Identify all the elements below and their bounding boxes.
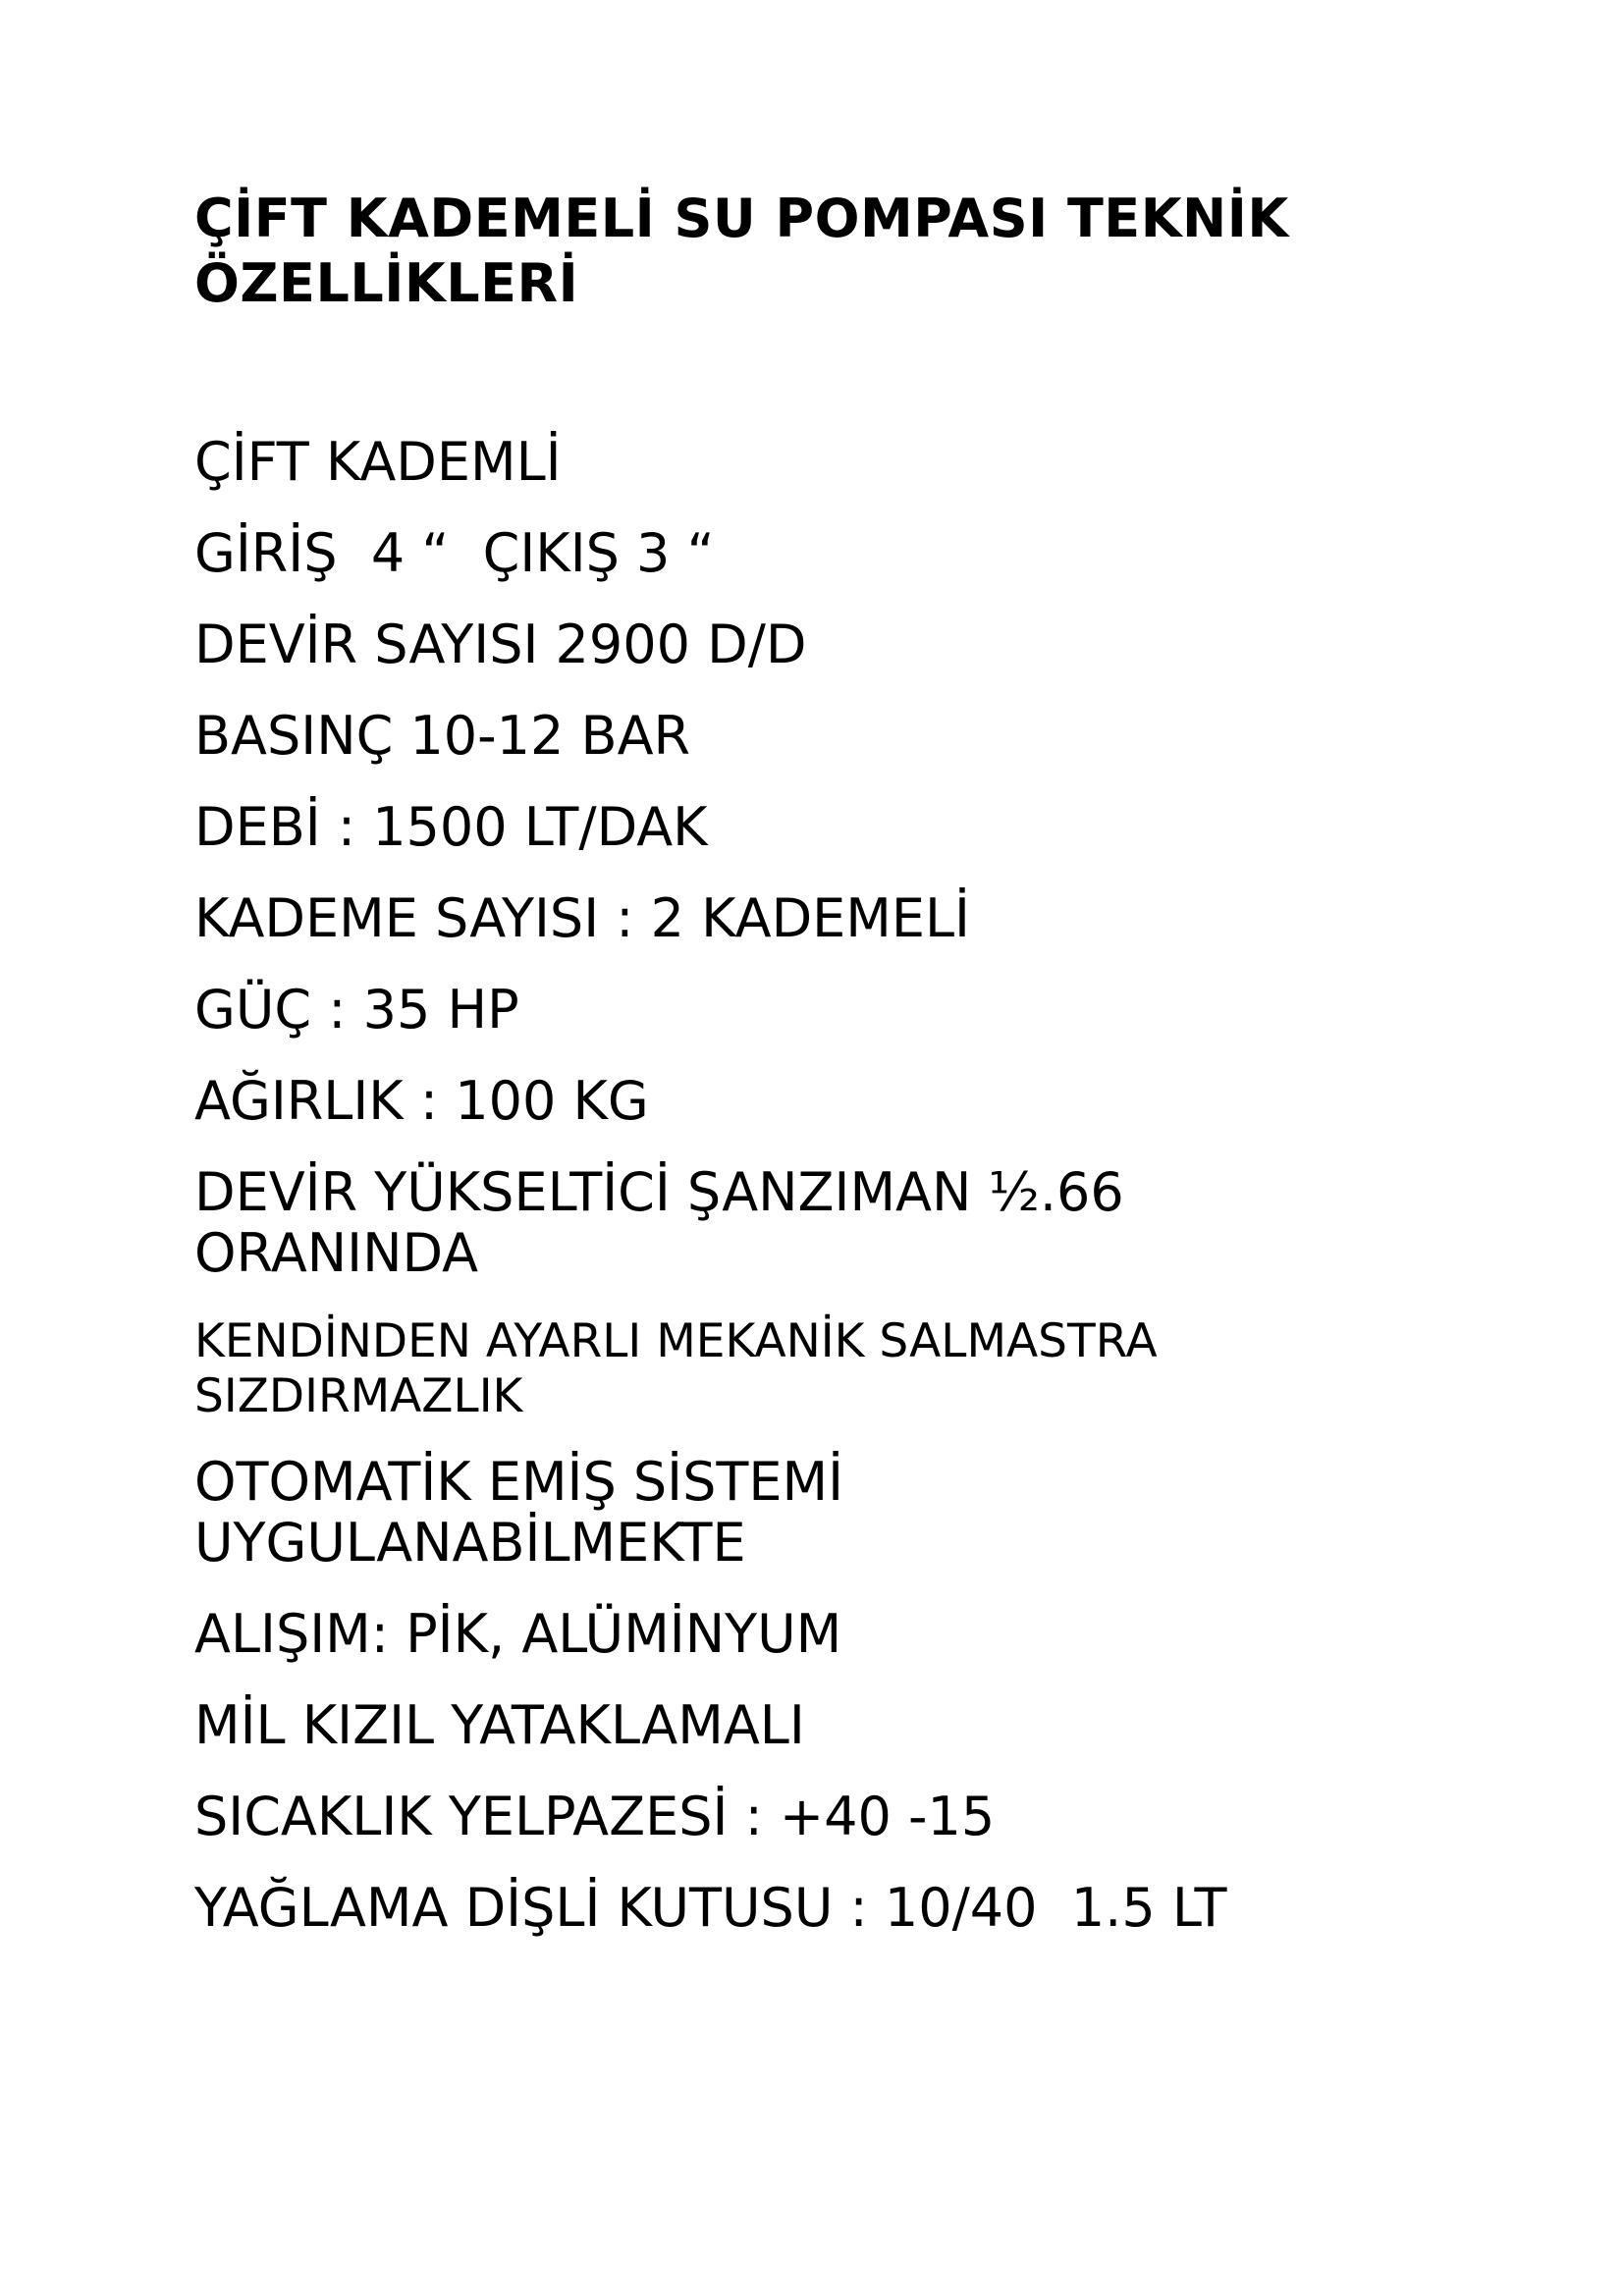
spec-item: BASINÇ 10-12 BAR	[194, 705, 691, 767]
spec-item: SICAKLIK YELPAZESİ : +40 -15	[194, 1786, 996, 1847]
document-page	[194, 187, 1471, 1939]
spec-item: DEBİ : 1500 LT/DAK	[194, 796, 708, 858]
spec-item: OTOMATİK EMİŞ SİSTEMİ UYGULANABİLMEKTE	[194, 1451, 843, 1574]
document-title: ÇİFT KADEMELİ SU POMPASI TEKNİK ÖZELLİKLERİ	[194, 187, 1289, 314]
spec-item: ÇİFT KADEMLİ	[194, 431, 562, 493]
spec-item: DEVİR SAYISI 2900 D/D	[194, 614, 807, 675]
spec-item: KENDİNDEN AYARLI MEKANİK SALMASTRA SIZDIRMAZLIK	[194, 1314, 1158, 1423]
spec-item: KADEME SAYISI : 2 KADEMELİ	[194, 887, 970, 949]
spec-item: AĞIRLIK : 100 KG	[194, 1070, 649, 1132]
spec-item: GÜÇ : 35 HP	[194, 979, 519, 1041]
spec-list	[194, 432, 1274, 1969]
spec-item: DEVİR YÜKSELTİCİ ŞANZIMAN ½.66 ORANINDA	[194, 1161, 1124, 1284]
spec-item: YAĞLAMA DİŞLİ KUTUSU : 10/40 1.5 LT	[194, 1877, 1227, 1939]
spec-item: MİL KIZIL YATAKLAMALI	[194, 1694, 805, 1756]
spec-item: GİRİŞ 4 “ ÇIKIŞ 3 “	[194, 522, 715, 584]
spec-item: ALIŞIM: PİK, ALÜMİNYUM	[194, 1603, 842, 1665]
